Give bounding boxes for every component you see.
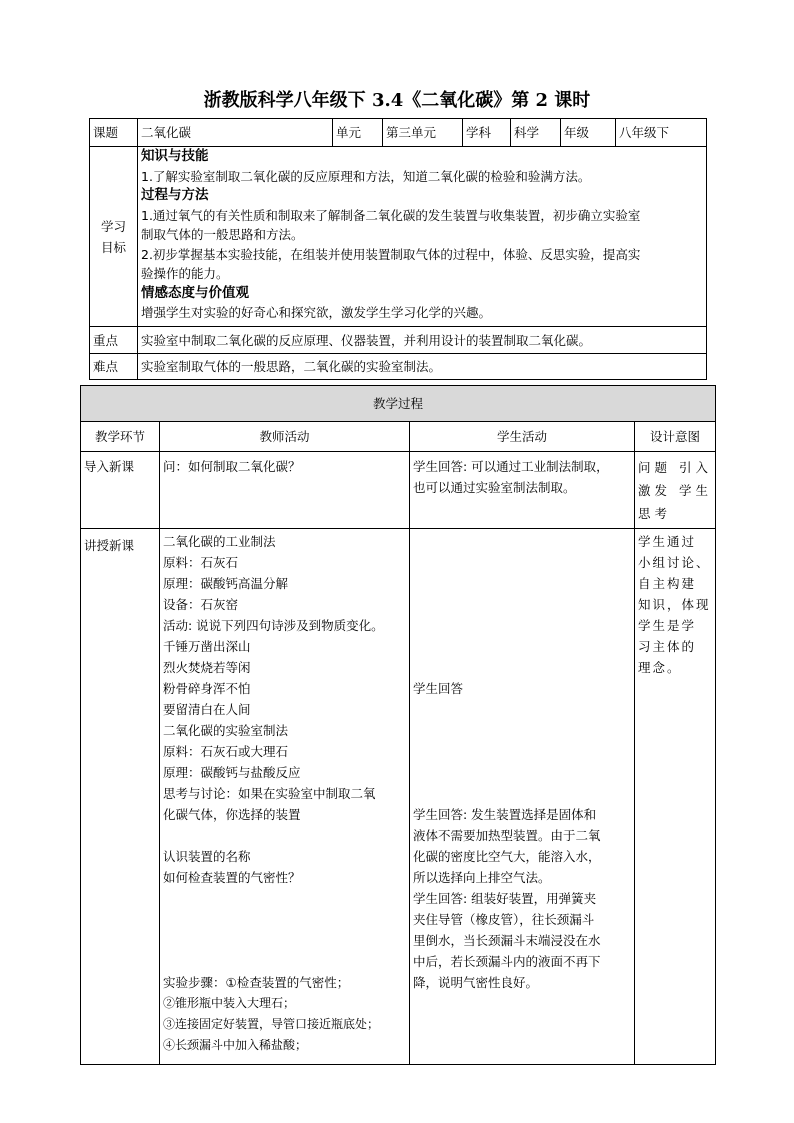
topic-value: 二氧化碳	[138, 119, 333, 147]
design-new: 学生通过 小组讨论、 自主构建 知识，体现 学生是学 习主体的 理念。	[635, 529, 716, 1065]
lesson-info-table	[89, 118, 707, 380]
difficult-label: 难点	[90, 354, 138, 380]
unit-value: 第三单元	[383, 119, 463, 147]
process-header: 教学过程	[81, 386, 716, 422]
teaching-process-table	[80, 385, 716, 1065]
col-design: 设计意图	[635, 422, 716, 452]
stage-new: 讲授新课	[81, 529, 160, 1065]
col-student: 学生活动	[410, 422, 635, 452]
subject-value: 科学	[511, 119, 561, 147]
page-title: 浙教版科学八年级下 3.4《二氧化碳》第 2 课时	[203, 90, 591, 111]
student-intro: 学生回答: 可以通过工业制法制取， 也可以通过实验室制法制取。	[410, 452, 635, 529]
goals-content: 知识与技能 1.了解实验室制取二氧化碳的反应原理和方法，知道二氧化碳的检验和验满方法。 过程与方法 1.通过氧气的有关性质和制取来了解制备二氧化碳的发生装置与收集装置，初步确立实验室 制取气体的一般思路和方法。 2.初步掌握基本实验技能，在组装并使用装置制取气体的过程中，体验、反思实验，提高实 验操作的能力。 情感态度与价值观 增强学生对实验的好奇心和探究欲，激发学生学习化学的兴趣。	[138, 147, 707, 327]
goal-heading-process: 过程与方法	[141, 187, 209, 203]
student-new: 学生回答 学生回答: 发生装置选择是固体和 液体不需要加热型装置。由于二氧 化碳的密度比空气大，能溶入水， 所以选择向上排空气法。 学生回答: 组装好装置，用弹簧夹 夹住导管（橡皮管），往长颈漏斗 里倒水，当长颈漏斗末端浸没在水 中后，若长颈漏斗内的液面不再下 降，说明气密性良好。	[410, 529, 635, 1065]
stage-intro: 导入新课	[81, 452, 160, 529]
subject-label: 学科	[463, 119, 511, 147]
col-stage: 教学环节	[81, 422, 160, 452]
goal-heading-attitude: 情感态度与价值观	[141, 284, 249, 301]
unit-label: 单元	[333, 119, 383, 147]
teacher-new: 二氧化碳的工业制法 原料：石灰石 原理：碳酸钙高温分解 设备：石灰窑 活动: 说说下列四句诗涉及到物质变化。 千锤万凿出深山 烈火焚烧若等闲 粉骨碎身浑不怕 要留清白在人间 二氧化碳的实验室制法 原料：石灰石或大理石 原理：碳酸钙与盐酸反应 思考与讨论：如果在实验室中制取二氧 化碳气体，你选择的装置 认识装置的名称 如何检查装置的气密性？ 实验步骤：①检查装置的气密性； ②锥形瓶中装入大理石； ③连接固定好装置，导管口接近瓶底处； ④长颈漏斗中加入稀盐酸；	[160, 529, 410, 1065]
design-intro: 问题 引入 激发 学生 思考	[635, 452, 716, 529]
topic-label: 课题	[90, 119, 138, 147]
goal-heading-knowledge: 知识与技能	[141, 148, 209, 164]
grade-label: 年级	[561, 119, 616, 147]
teacher-intro: 问：如何制取二氧化碳？	[160, 452, 410, 529]
key-text: 实验室中制取二氧化碳的反应原理、仪器装置，并利用设计的装置制取二氧化碳。	[138, 327, 707, 354]
difficult-text: 实验室制取气体的一般思路，二氧化碳的实验室制法。	[138, 354, 707, 380]
grade-value: 八年级下	[616, 119, 707, 147]
key-label: 重点	[90, 327, 138, 354]
col-teacher: 教师活动	[160, 422, 410, 452]
goals-label: 学习 目标	[90, 147, 138, 327]
